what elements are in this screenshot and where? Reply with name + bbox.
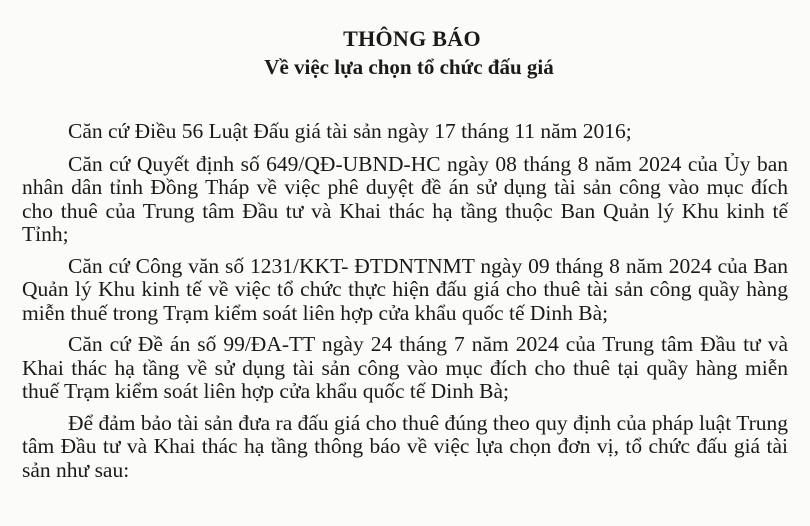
paragraph-legal-basis-4: Căn cứ Đề án số 99/ĐA-TT ngày 24 tháng 7 năm 2024 của Trung tâm Đầu tư và Khai thác hạ tầng về sử dụng tài sản công vào mục đích cho thuê tại quầy hàng miễn thuế Trạm kiểm soát liên hợp cửa khẩu quốc tế Dinh Bà; [22,332,788,403]
document-page [0,26,810,526]
paragraph-legal-basis-2: Căn cứ Quyết định số 649/QĐ-UBND-HC ngày 08 tháng 8 năm 2024 của Ủy ban nhân dân tỉnh Đồng Tháp về việc phê duyệt đề án sử dụng tài sản công vào mục đích cho thuê của Trung tâm Đầu tư và Khai thác hạ tầng thuộc Ban Quản lý Khu kinh tế Tỉnh; [22,151,788,246]
document-body [22,120,788,482]
paragraph-announcement: Để đảm bảo tài sản đưa ra đấu giá cho thuê đúng theo quy định của pháp luật Trung tâm Đầu tư và Khai thác hạ tầng thông báo về việc lựa chọn đơn vị, tổ chức đấu giá tài sản như sau: [22,410,788,482]
document-title: THÔNG BÁO [343,26,481,51]
paragraph-legal-basis-3: Căn cứ Công văn số 1231/KKT- ĐTDNTNMT ngày 09 tháng 8 năm 2024 của Ban Quản lý Khu kinh tế về việc tổ chức thực hiện đấu giá cho thuê tài sản công quầy hàng miễn thuế trong Trạm kiểm soát liên hợp cửa khẩu quốc tế Dinh Bà; [22,253,788,325]
document-subtitle: Về việc lựa chọn tổ chức đấu giá [264,55,554,79]
paragraph-legal-basis-1: Căn cứ Điều 56 Luật Đấu giá tài sản ngày 17 tháng 11 năm 2016; [68,119,632,143]
